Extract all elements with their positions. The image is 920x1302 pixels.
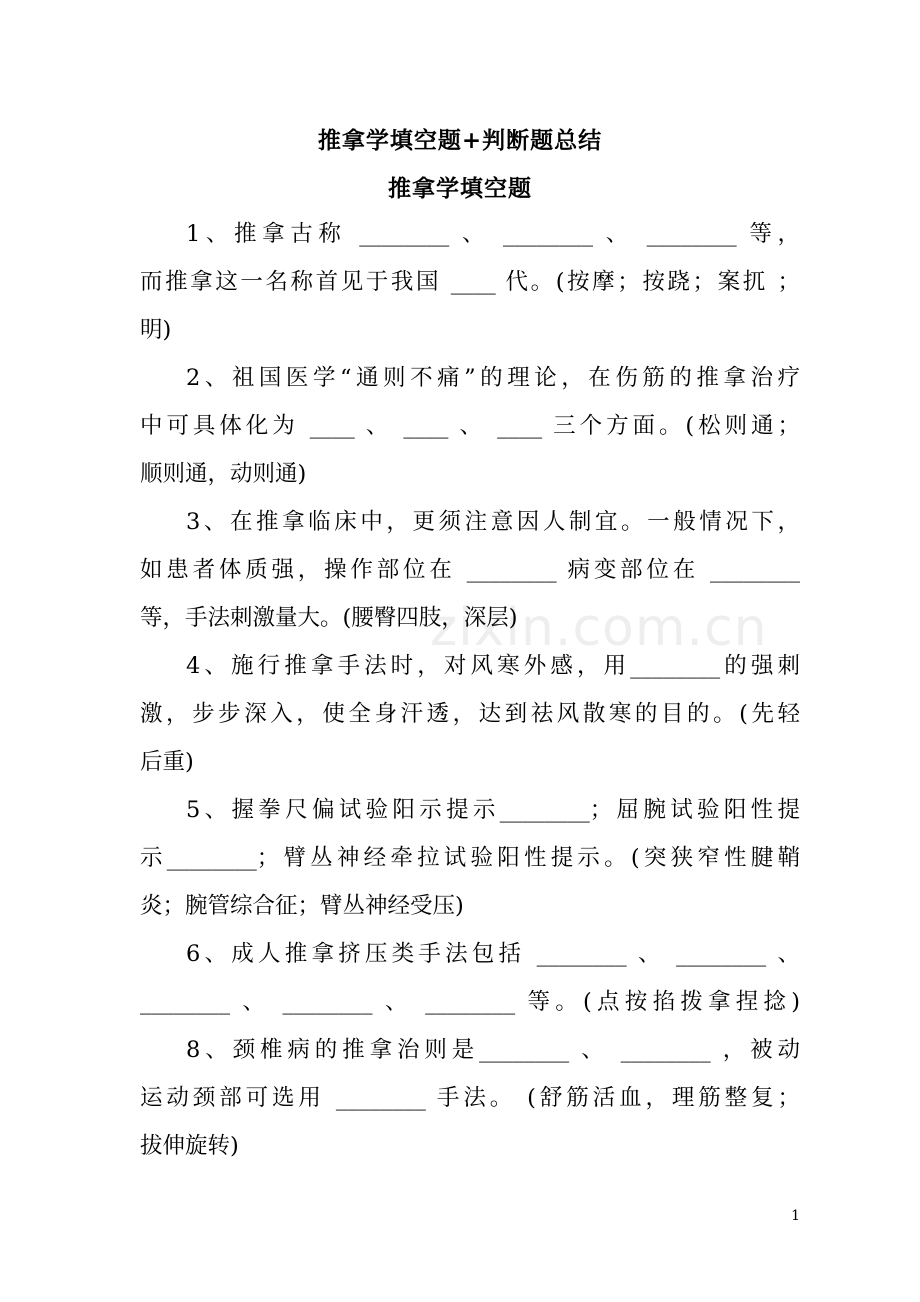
question-4-line-1: 4、施行推拿手法时，对风寒外感，用________的强刺 xyxy=(186,653,800,679)
question-4-line-2: 激，步步深入，使全身汗透，达到祛风散寒的目的。(先轻 xyxy=(140,701,800,727)
question-1-line-1: 1、推拿古称 ________ 、 ________ 、 ________ 等， xyxy=(186,221,800,247)
question-1-line-3: 明) xyxy=(140,317,172,343)
question-2-line-2: 中可具体化为 ____ 、 ____ 、 ____ 三个方面。(松则通； xyxy=(140,413,800,439)
question-3-line-1: 3、在推拿临床中，更须注意因人制宜。一般情况下， xyxy=(186,509,800,535)
question-8-line-1: 8、颈椎病的推拿治则是________ 、 ________ ，被动 xyxy=(186,1037,800,1063)
question-6-line-1: 6、成人推拿挤压类手法包括 ________ 、 ________ 、 xyxy=(186,941,800,967)
question-5-line-2: 示________；臂丛神经牵拉试验阳性提示。(突狭窄性腱鞘 xyxy=(140,845,800,871)
question-2-line-3: 顺则通，动则通) xyxy=(140,461,307,487)
question-3-line-3: 等，手法刺激量大。(腰臀四肢，深层) xyxy=(140,605,518,631)
question-8-line-3: 拔伸旋转) xyxy=(140,1133,239,1159)
section-heading: 推拿学填空题 xyxy=(388,175,532,202)
document-title: 推拿学填空题+判断题总结 xyxy=(317,127,603,154)
question-5-line-3: 炎；腕管综合征；臂丛神经受压) xyxy=(140,893,464,919)
question-4-line-3: 后重) xyxy=(140,749,194,775)
question-5-line-1: 5、握拳尺偏试验阳示提示________；屈腕试验阳性提 xyxy=(186,797,800,823)
question-8-line-2: 运动颈部可选用 ________ 手法。 (舒筋活血，理筋整复； xyxy=(140,1085,800,1111)
question-1-line-2: 而推拿这一名称首见于我国 ____ 代。(按摩；按跷；案扤 ； xyxy=(140,269,800,295)
page-number: 1 xyxy=(791,1208,800,1224)
question-3-line-2: 如患者体质强，操作部位在 ________ 病变部位在 ________ xyxy=(140,557,800,583)
question-2-line-1: 2、祖国医学“通则不痛”的理论，在伤筋的推拿治疗 xyxy=(186,365,800,391)
watermark: zixin.com.cn xyxy=(430,598,768,658)
question-6-line-2: ________ 、 ________ 、 ________ 等。(点按掐拨拿捏捻) xyxy=(140,989,800,1015)
